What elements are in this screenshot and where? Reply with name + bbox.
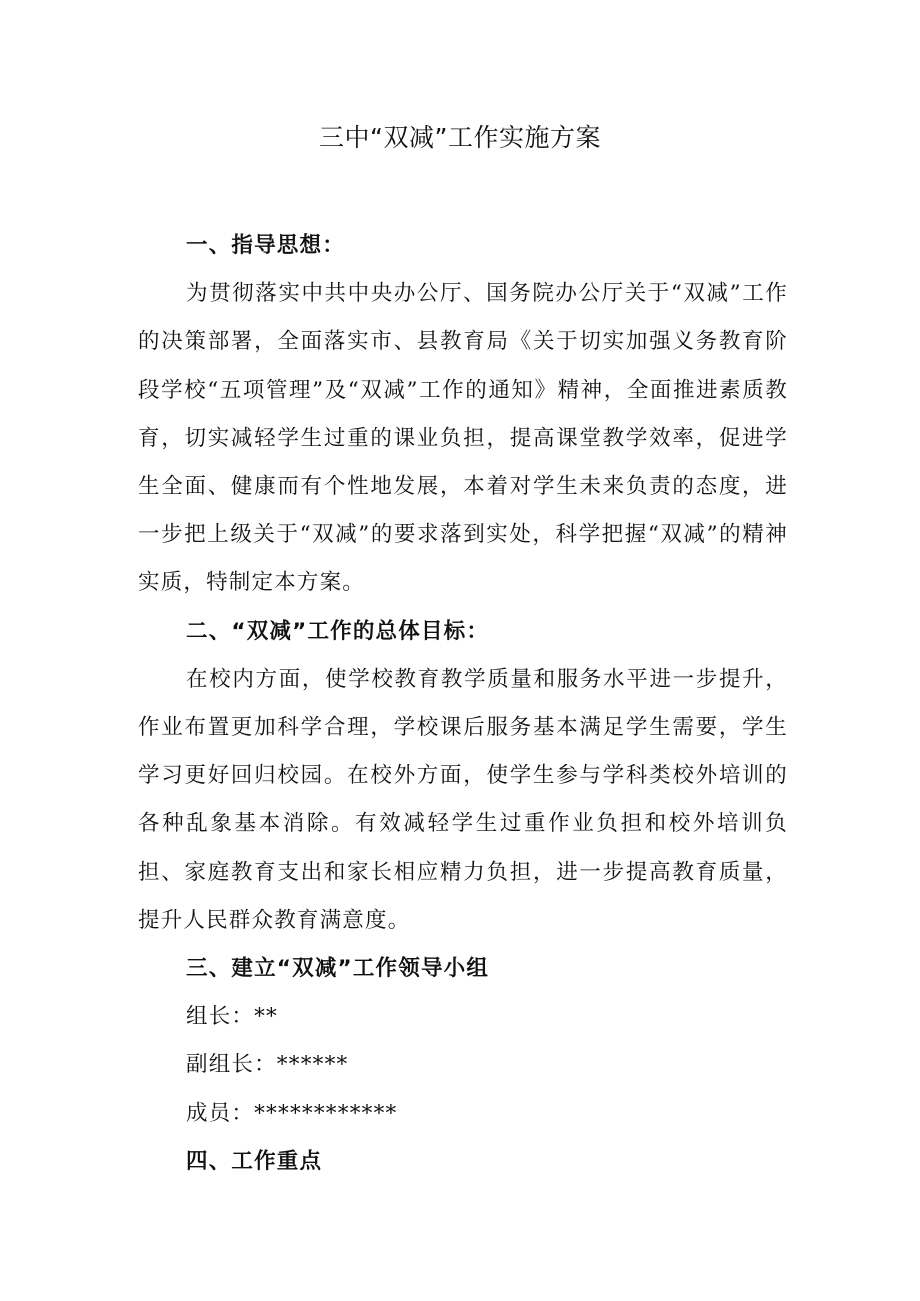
section-heading-guiding-ideology: 一、指导思想： — [186, 233, 345, 258]
deputy-leader-line: 副组长：****** — [186, 1052, 349, 1078]
paragraph-overall-goals: 在校内方面，使学校教育教学质量和服务水平进一步提升，作业布置更加科学合理，学校课后服务基本满足学生需要，学生学习更好回归校园。在校外方面，使学生参与学科类校外培训的各种乱象基本消除。有效减轻学生过重作业负担和校外培训负担、家庭教育支出和家长相应精力负担，进一步提高教育质量，提升人民群众教育满意度。 — [138, 666, 788, 933]
section-heading-leading-group: 三、建立“双减”工作领导小组 — [186, 956, 490, 982]
document-body — [138, 222, 788, 1186]
paragraph-guiding-ideology: 为贯彻落实中共中央办公厅、国务院办公厅关于“双减”工作的决策部署，全面落实市、县教育局《关于切实加强义务教育阶段学校“五项管理”及“双减”工作的通知》精神，全面推进素质教育，切实减轻学生过重的课业负担，提高课堂教学效率，促进学生全面、健康而有个性地发展，本着对学生未来负责的态度，进一步把上级关于“双减”的要求落到实处，科学把握“双减”的精神实质，特制定本方案。 — [138, 281, 788, 596]
section-heading-work-focus: 四、工作重点 — [186, 1148, 323, 1174]
members-line: 成员：************ — [186, 1100, 398, 1126]
section-heading-overall-goals: 二、“双减”工作的总体目标： — [186, 618, 490, 644]
document-title: 三中“双减”工作实施方案 — [319, 123, 601, 152]
group-leader-line: 组长：** — [186, 1004, 279, 1030]
